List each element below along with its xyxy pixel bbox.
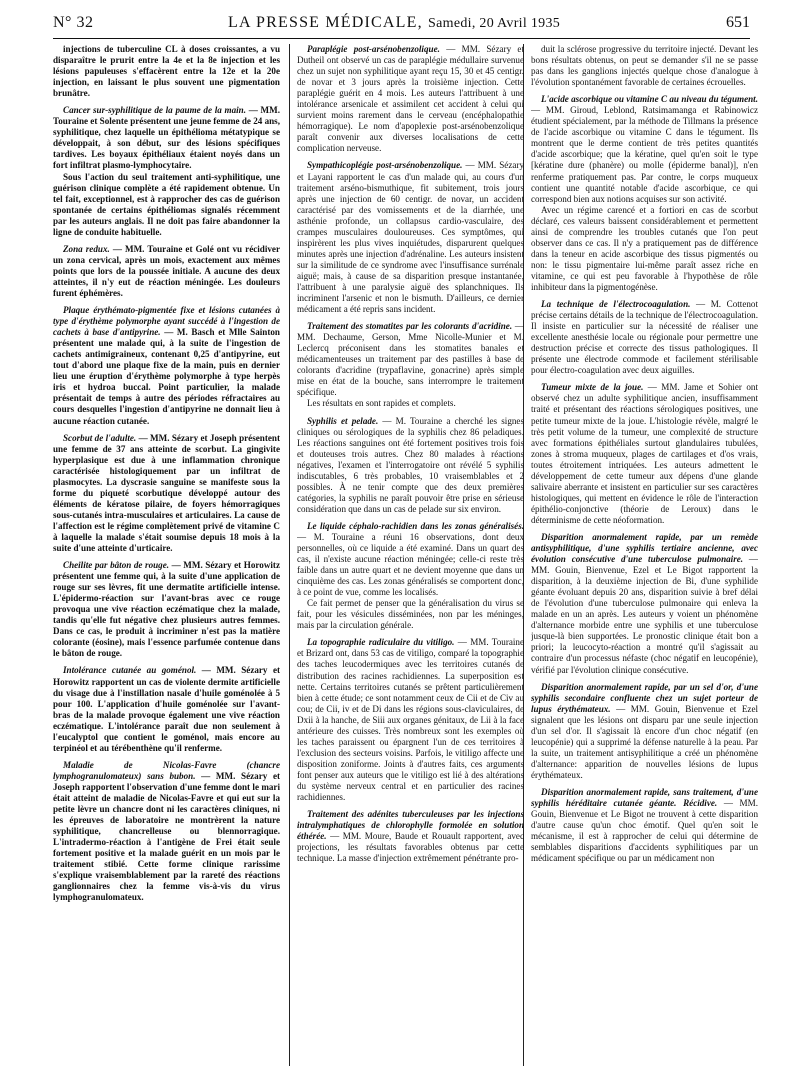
article-paragraph	[53, 172, 280, 238]
columns	[53, 44, 758, 1072]
article	[53, 105, 280, 171]
article-heading: Plaque érythémato-pigmentée fixe et lésions cutanées à type d'érythème polymorphe ayant succédé à l'ingestion de cachets à base d'antipyrine.	[53, 305, 280, 338]
journal-title	[228, 14, 560, 32]
article	[531, 787, 758, 864]
article-text: Ce fait permet de penser que la généralisation du virus se fait, pour les vésicules disséminées, non par les méninges, mais par la circulation générale.	[297, 598, 524, 631]
article-text: Avec un régime carencé et a fortiori en cas de scorbut déclaré, ces valeurs baissent considérablement et permettent ainsi de comprendre les troubles cutanés que l'on peut observer dans ce cas. Il n'y a pratiquement pas de différence dans la teneur en acide ascorbique des tissus pigmentés ou non: le tissu pigmentaire lui-même paraît assez riche en vitamine, ce qui est peu favorable à l'hypothèse de rôle inhibiteur dans la pigmentogénèse.	[531, 204, 758, 292]
article-text: Les résultats en sont rapides et complets.	[307, 398, 456, 409]
article-text: — MM. Sézary et Joseph rapportent l'observation d'une femme dont le mari était atteint de maladie de Nicolas-Favre et qui eut sur la petite lèvre un chancre dont ni les caractères cliniques, ni les épreuves de laboratoire ne montrèrent la nature syphilitique, chancrelleuse ou blennorragique. L'intradermo-réaction à l'antigène de Frei était seule fortement positive et la malade guérit en un mois par le traitement stibié. Cette forme clinique rarissime s'explique vraisemblablement par la rareté des réactions ganglionnaires chez la femme vis-à-vis du virus lymphogranulomateux.	[53, 770, 280, 903]
article-text: — MM. Giroud, Leblond, Ratsimamanga et Rabinowicz étudient spécialement, par la méthode de Tillmans la présence de l'acide ascorbique ou vitamine C dans le tégument. Ils montrent que le derme contient de très petites quantités d'acide ascorbique; que la kératine, quel qu'en soit le type [kératine dure (phanère) ou molle (épiderme banal)], n'en renferme pratiquement pas. Par contre, le corps muqueux contient une quantité notable d'acide ascorbique, ce qui correspond bien aux notions acquises sur son activité.	[531, 105, 758, 204]
article	[53, 560, 280, 659]
article-paragraph	[297, 398, 524, 409]
article-text: — MM. Touraine et Solente présentent une jeune femme de 24 ans, syphilitique, chez laquelle un épithélioma métatypique se développait, à son début, sur des lésions spécifiques tardives. Les boyaux épithéliaux étaient noyés dans un fort infiltrat plasmo-lymphocytaire.	[53, 105, 280, 171]
article-heading: Traitement des adénites tuberculeuses par les injections intralymphatiques de chlorophylle formolée en solution éthérée.	[297, 809, 524, 842]
article	[531, 382, 758, 526]
article-text: — M. Cottenot précise certains détails de la technique de l'électrocoagulation. Il insiste en particulier sur la nécessité de réaliser une excellente anesthésie locale ou régionale pour permettre une destruction précise et correcte des tissus pathologiques. Il présente une électrode commode et facilement stérilisable pour électro-coagulation avec deux aiguilles.	[531, 299, 758, 376]
article-text: — MM. Sézary et Layani rapportent le cas d'un malade qui, au cours d'un traitement arséno-bismuthique, fit subitement, trois jours après une injection de 60 centigr. de novar, un accident caractérisé par des vomissements et de la diarrhée, une asthénie profonde, un collapsus cardio-vasculaire, des crampes musculaires douloureuses. Ces symptômes, qui inspirèrent les plus vives inquiétudes, disparurent quelques minutes après une injection d'adrénaline. Les auteurs insistent sur la similitude de ce syndrome avec l'insuffisance surrénale aiguë; mais, à cause de sa disparition presque instantanée, l'attribuent à une paralysie aiguë des splanchniques. Ils incriminent l'arsenic et non le bismuth. D'ailleurs, ce dernier médicament a été repris sans incident.	[297, 160, 524, 315]
article-heading: Scorbut de l'adulte.	[63, 432, 137, 443]
article-heading: Sympathicoplégie post-arsénobenzolique.	[307, 160, 463, 171]
article	[297, 521, 524, 598]
article-text: — M. Touraine a cherché les signes cliniques ou sérologiques de la syphilis chez 86 peladiques. Les réactions sanguines ont été fortement positives trois fois et douteuses trois autres. Chez 80 malades à réactions négatives, l'examen et l'interrogatoire ont révélé 5 syphilis indiscutables, 6 très probables, 10 vraisemblables et 2 possibles. À ne tenir compte que des deux premières catégories, la syphilis ne paraît pouvoir être prise en sérieuse considération que dans un cas de pelade sur six environ.	[297, 415, 524, 514]
article-text: — MM. Sézary et Horowitz présentent une femme qui, à la suite d'une application de rouge sur ses lèvres, fit une dermatite artificielle intense. L'épidermo-réaction sur l'avant-bras avec ce rouge provoqua une vive réaction eczématique chez la malade, tandis qu'elle fut négative chez plusieurs autres femmes. Dans ce cas, le produit à incriminer n'est pas la matière colorante (éosine), mais l'essence parfumée contenue dans le bâton de rouge.	[53, 560, 280, 659]
article-heading: La technique de l'électrocoagulation.	[541, 299, 691, 310]
article-paragraph	[297, 598, 524, 631]
article-text: — MM. Dechaume, Gerson, Mme Nicolle-Munier et M. Leclercq préconisent dans les stomatites banales et médicamenteuses un traitement par des pastilles à base de colorants d'acridine (trypaflavine, gonacrine) après simple mise en état de la bouche, sans interrompre le traitement spécifique.	[297, 321, 524, 398]
article-heading: Cheilite par bâton de rouge.	[63, 560, 170, 571]
article	[53, 760, 280, 904]
article-text: — MM. Sézary et Joseph présentent une femme de 37 ans atteinte de scorbut. La gingivite hyperplasique est due à une inflammation chronique caractérisée histologiquement par un infiltrat de plasmocytes. La dyscrasie sanguine se manifeste sous la forme du piqueté scorbutique développé autour des éléments de kératose pilaire, de foyers hémorragiques sous-cutanés intra-musculaires et articulaires. La cause de l'affection est le régime complètement privé de vitamine C à laquelle la malade s'était soumise depuis 18 mois à la suite d'une atteinte d'urticaire.	[53, 432, 280, 554]
column-3	[531, 44, 758, 1072]
article-heading: Disparition anormalement rapide, sans traitement, d'une syphilis héréditaire cutanée géante. Récidive.	[531, 787, 758, 809]
article-paragraph	[531, 205, 758, 293]
article-paragraph	[531, 44, 758, 88]
article-heading: Intolérance cutanée au goménol.	[63, 665, 197, 676]
article-heading: Tumeur mixte de la joue.	[541, 382, 644, 393]
article-heading: Disparition anormalement rapide, par un sel d'or, d'une syphilis secondaire confluente chez un sujet porteur de lupus érythémateux.	[531, 681, 758, 714]
article	[531, 94, 758, 204]
article	[297, 321, 524, 398]
article-heading: Disparition anormalement rapide, par un remède antisyphilitique, d'une syphilis tertiaire ancienne, avec évolution consécutive d'une tuberculose pulmonaire.	[531, 531, 758, 565]
article-text: — MM. Gouin, Bienvenue et Ezel signalent que les lésions ont disparu par une seule injection d'un sel d'or. Il s'agissait là encore d'un choc négatif (en leucopénie) qui a supprimé la défense naturelle à la peau. Par la suite, un traitement antisyphilitique a créé un phénomène d'alternance: apparition de nouvelles lésions de lupus érythémateux.	[531, 703, 758, 780]
article	[53, 244, 280, 299]
article-text: — MM. Sézary et Horowitz rapportent un cas de violente dermite artificielle du visage due à l'instillation nasale d'huile goménolée à 5 pour 100. L'application d'huile goménolée sur l'avant-bras de la malade provoque également une vive réaction eczématique. L'intolérance paraît due non seulement à l'eucalyptol que contient le goménol, mais encore au terpinéol et au térébenthène qu'il renferme.	[53, 665, 280, 753]
article	[297, 416, 524, 515]
article	[531, 299, 758, 376]
article-text: — M. Touraine a réuni 16 observations, dont deux personnelles, où ce liquide a été examiné. Dans un quart des cas, il n'existe aucune réaction méningée; celle-ci reste très faible dans un autre quart et ne devient moyenne que dans un cinquième des cas. Les zonas généralisés se comportent donc, à ce point de vue, comme les localisés.	[297, 531, 524, 598]
article-text: injections de tuberculine CL à doses croissantes, a vu disparaître le prurit entre la 4e et la 8e injection et les lésions papuleuses s'effacèrent entre la 12e et la 20e injection, en laissant le plus souvent une pigmentation brunâtre.	[53, 44, 280, 99]
article-text: Sous l'action du seul traitement anti-syphilitique, une guérison clinique complète a été rapidement obtenue. Un tel fait, exceptionnel, est à rapprocher des cas de guérison spontanée de certains épithéliomas signalés récemment par les auteurs anglais. Il ne doit pas faire abandonner la ligne de conduite habituelle.	[53, 171, 280, 237]
article-heading: Cancer sur-syphilitique de la paume de la main.	[63, 105, 246, 116]
article-heading: Traitement des stomatites par les colorants d'acridine.	[307, 321, 513, 332]
article-text: duit la sclérose progressive du territoire injecté. Devant les bons résultats obtenus, on peut se demander s'il ne se passe pas dans les ganglions injectés quelque chose d'analogue à l'évolution spontanément favorable de certaines écrouelles.	[531, 44, 758, 88]
column-1	[53, 44, 280, 1072]
page-number: 651	[726, 14, 750, 31]
article-text: — MM. Gouin, Bienvenue et Le Bigot ne trouvent à cette disparition d'autre cause qu'un choc émotif. Quel qu'en soit le mécanisme, il est à rapprocher de celui qui détermine de semblables disparitions d'accidents syphilitiques par un médicament spécifique ou par un médicament non	[531, 798, 758, 864]
header-rule	[53, 38, 750, 39]
article	[297, 637, 524, 803]
article	[297, 160, 524, 315]
article-heading: Maladie de Nicolas-Favre (chancre lymphogranulomateux) sans bubon.	[53, 759, 280, 781]
article-heading: Syphilis et pelade.	[307, 415, 379, 426]
article	[53, 433, 280, 555]
article-text: — MM. Touraine et Golé ont vu récidiver un zona cervical, après un mois, exactement aux mêmes points que lors de la poussée initiale. A aucune des deux atteintes, il n'y eut de réaction méningée. Les douleurs furent éphémères.	[53, 243, 280, 298]
article	[297, 809, 524, 864]
article-paragraph	[53, 44, 280, 99]
page-header	[53, 14, 750, 36]
journal-name: LA PRESSE MÉDICALE,	[228, 14, 423, 31]
article	[53, 665, 280, 753]
article-heading: Le liquide céphalo-rachidien dans les zonas généralisés.	[307, 520, 524, 531]
article-text: — MM. Moure, Baude et Rouault rapportent, avec projections, les résultats favorables obtenus par cette technique. La masse d'injection extrêmement pénétrante pro-	[297, 831, 524, 864]
article-heading: L'acide ascorbique ou vitamine C au niveau du tégument.	[541, 94, 758, 105]
article	[297, 44, 524, 154]
article	[531, 532, 758, 676]
article-text: — M. Basch et Mlle Sainton présentent une malade qui, à la suite de l'ingestion de cachets antimigraineux, contenant 0,25 d'antipyrine, eut tout d'abord une plaque fixe de la main, puis en dernier lieu une éruption d'érythème polymorphe à type herpès iris et hydroa buccal. Point particulier, la malade présentait de temps à autre des périodes réfractaires au cours desquelles l'ingestion d'antipyrine ne donnait lieu à aucune réaction cutanée.	[53, 327, 280, 426]
article-text: — MM. Gouin, Bienvenue, Ezel et Le Bigot rapportent la disparition, à la deuxième injection de Bi, d'une syphilide géante évoluant depuis 20 ans, disparition suivie à bref délai de l'évolution d'une tuberculose pulmonaire qui enleva la malade en un an après. Les auteurs y voient un phénomène d'alternance morbide entre une syphilis et une tuberculose jusque-là bien supportées. Le pronostic clinique était bon a priori; la leucocyto-réaction a montré qu'il s'agissait au contraire d'un processus néfaste (choc négatif en leucopénie), vérifié par l'évolution clinique consécutive.	[531, 554, 758, 675]
issue-number: N° 32	[53, 14, 94, 31]
article	[531, 682, 758, 781]
column-2	[297, 44, 524, 1072]
article	[53, 305, 280, 427]
issue-date: Samedi, 20 Avril 1935	[428, 16, 561, 31]
article-heading: Paraplégie post-arsénobenzolique.	[307, 44, 440, 54]
article-heading: Zona redux.	[63, 243, 110, 254]
article-text: — MM. Jame et Sohier ont observé chez un adulte syphilitique ancien, insuffisamment traité et présentant des réactions sérologiques positives, une petite tumeur mixte de la joue. L'histologie révèle, malgré le très petit volume de la tumeur, une complexité de structure avec formations épithéliales surtout glandulaires tubulées, zones à stroma muqueux, plages de cartilages et d'os vrais, toutes étroitement intriquées. Les auteurs admettent le développement de cette tumeur aux dépens d'une glande salivaire aberrante et insistent en particulier sur ses caractères histologiques, qui mettent en évidence le rôle de l'interaction épithélio-conjonctive (théorie de Leroux) dans le déterminisme de cette néoformation.	[531, 382, 758, 525]
article-text: — MM. Sézary et Dutheil ont observé un cas de paraplégie médullaire survenue chez un sujet non syphilitique ayant reçu 15, 30 et 45 centigr. de novar et 3 jours après la troisième injection. Cette paraplégie guérit en 4 mois. Les auteurs l'attribuent à une intolérance arsenicale et assimilent cet accident à celui qui survient moins rarement dans le cerveau (encéphalopathie hémorragique). Le nom d'apoplexie post-arsénobenzolique paraît convenir aux diverses localisations de cette complication nerveuse.	[297, 44, 524, 154]
article-text: — MM. Touraine et Brizard ont, dans 53 cas de vitiligo, comparé la topographie des taches leucodermiques avec les territoires cutanés de distribution des racines rachidiennes. La superposition est nette. Certains territoires cutanés se prêtent particulièrement bien à cette étude; ce sont notamment ceux de Cii et de Civ au cou; de Cii, iv et de Di dans les régions sous-claviculaires, de Dxii à la hanche, de Siii aux organes génitaux, de Lii à la face antérieure des cuisses. Très nombreux sont les exemples où les taches paraissent ou épargnent l'un de ces territoires à l'exclusion des secteurs voisins. Parfois, le vitiligo affecte une disposition zoniforme. Joints à d'autres faits, ces arguments font penser aux auteurs que le vitiligo est lié à des altérations du système nerveux central et en particulier des racines rachidiennes.	[297, 637, 524, 803]
article-heading: La topographie radiculaire du vitiligo.	[307, 637, 455, 648]
